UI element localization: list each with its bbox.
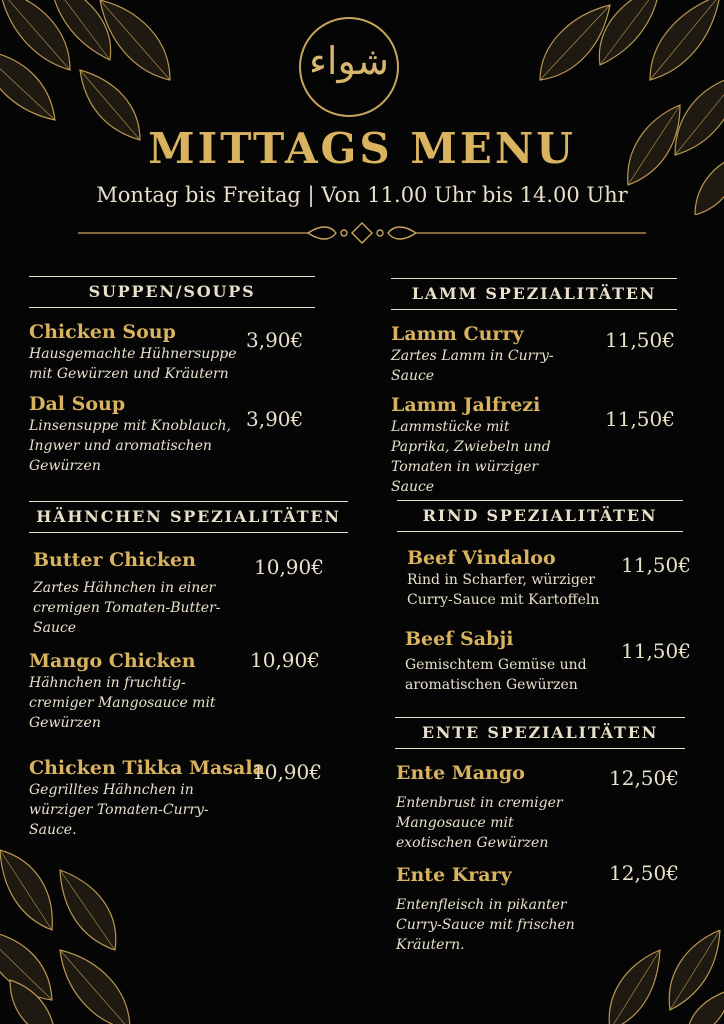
menu-item (405, 627, 595, 695)
section-title-lamb: LAMM SPEZIALITÄTEN (391, 278, 677, 310)
item-price: 3,90€ (246, 407, 304, 431)
item-name: Ente Krary (396, 864, 512, 886)
item-price: 11,50€ (605, 407, 675, 431)
opening-hours: Montag bis Freitag | Von 11.00 Uhr bis 14.00 Uhr (96, 183, 628, 207)
section-title-duck: ENTE SPEZIALITÄTEN (395, 717, 685, 749)
item-name: Chicken Soup (29, 321, 176, 343)
leaf-ornament-bottom-left-icon (0, 830, 170, 1024)
item-description: Zartes Lamm in Curry-Sauce (391, 348, 554, 384)
item-price: 12,50€ (609, 861, 679, 885)
item-description: Lammstücke mit Paprika, Zwiebeln und Tomaten in würziger Sauce (391, 419, 551, 495)
section-title-soups: SUPPEN/SOUPS (29, 276, 315, 308)
menu-item (29, 320, 239, 384)
item-name: Beef Vindaloo (407, 547, 556, 569)
item-description: Hähnchen in fruchtig-cremiger Mangosauce mit Gewürzen (29, 675, 216, 731)
page-title: MITTAGS MENU (148, 124, 576, 173)
item-description: Entenfleisch in pikanter Curry-Sauce mit frischen Kräutern. (396, 897, 575, 953)
leaf-ornament-bottom-right-icon (570, 930, 724, 1024)
item-description: Rind in Scharfer, würziger Curry-Sauce mit Kartoffeln (407, 572, 600, 608)
item-price: 12,50€ (609, 766, 679, 790)
item-name: Dal Soup (29, 393, 126, 415)
menu-item (407, 546, 602, 610)
item-description: Gegrilltes Hähnchen in würziger Tomaten-Curry-Sauce. (29, 782, 209, 838)
menu-item (396, 761, 591, 853)
item-name: Beef Sabji (405, 628, 514, 650)
item-name: Chicken Tikka Masala (29, 757, 265, 779)
item-price: 11,50€ (605, 328, 675, 352)
menu-item (33, 548, 233, 638)
item-name: Lamm Curry (391, 323, 524, 345)
menu-item (396, 863, 586, 955)
item-name: Lamm Jalfrezi (391, 394, 541, 416)
menu-item (391, 322, 561, 386)
item-price: 3,90€ (246, 328, 304, 352)
item-description: Hausgemachte Hühnersuppe mit Gewürzen und Kräutern (29, 346, 237, 382)
menu-item (29, 392, 234, 476)
item-name: Mango Chicken (29, 650, 196, 672)
section-title-chicken: HÄHNCHEN SPEZIALITÄTEN (29, 501, 348, 533)
menu-item (29, 649, 229, 733)
item-price: 11,50€ (621, 639, 691, 663)
restaurant-logo (299, 17, 399, 117)
item-price: 10,90€ (254, 555, 324, 579)
item-description: Zartes Hähnchen in einer cremigen Tomaten-Butter-Sauce (33, 580, 221, 636)
arabic-calligraphy-logo-icon: شواء (309, 39, 389, 83)
item-name: Ente Mango (396, 762, 525, 784)
item-price: 10,90€ (250, 648, 320, 672)
item-price: 11,50€ (621, 553, 691, 577)
menu-item (29, 756, 265, 840)
item-price: 10,90€ (252, 760, 322, 784)
item-description: Linsensuppe mit Knoblauch, Ingwer und aromatischen Gewürzen (29, 418, 231, 474)
item-description: Gemischtem Gemüse und aromatischen Gewürzen (405, 657, 587, 693)
section-title-beef: RIND SPEZIALITÄTEN (397, 500, 683, 532)
ornamental-divider-icon (78, 221, 646, 245)
item-name: Butter Chicken (33, 549, 196, 571)
item-description: Entenbrust in cremiger Mangosauce mit exotischen Gewürzen (396, 795, 563, 851)
menu-item (391, 393, 571, 497)
